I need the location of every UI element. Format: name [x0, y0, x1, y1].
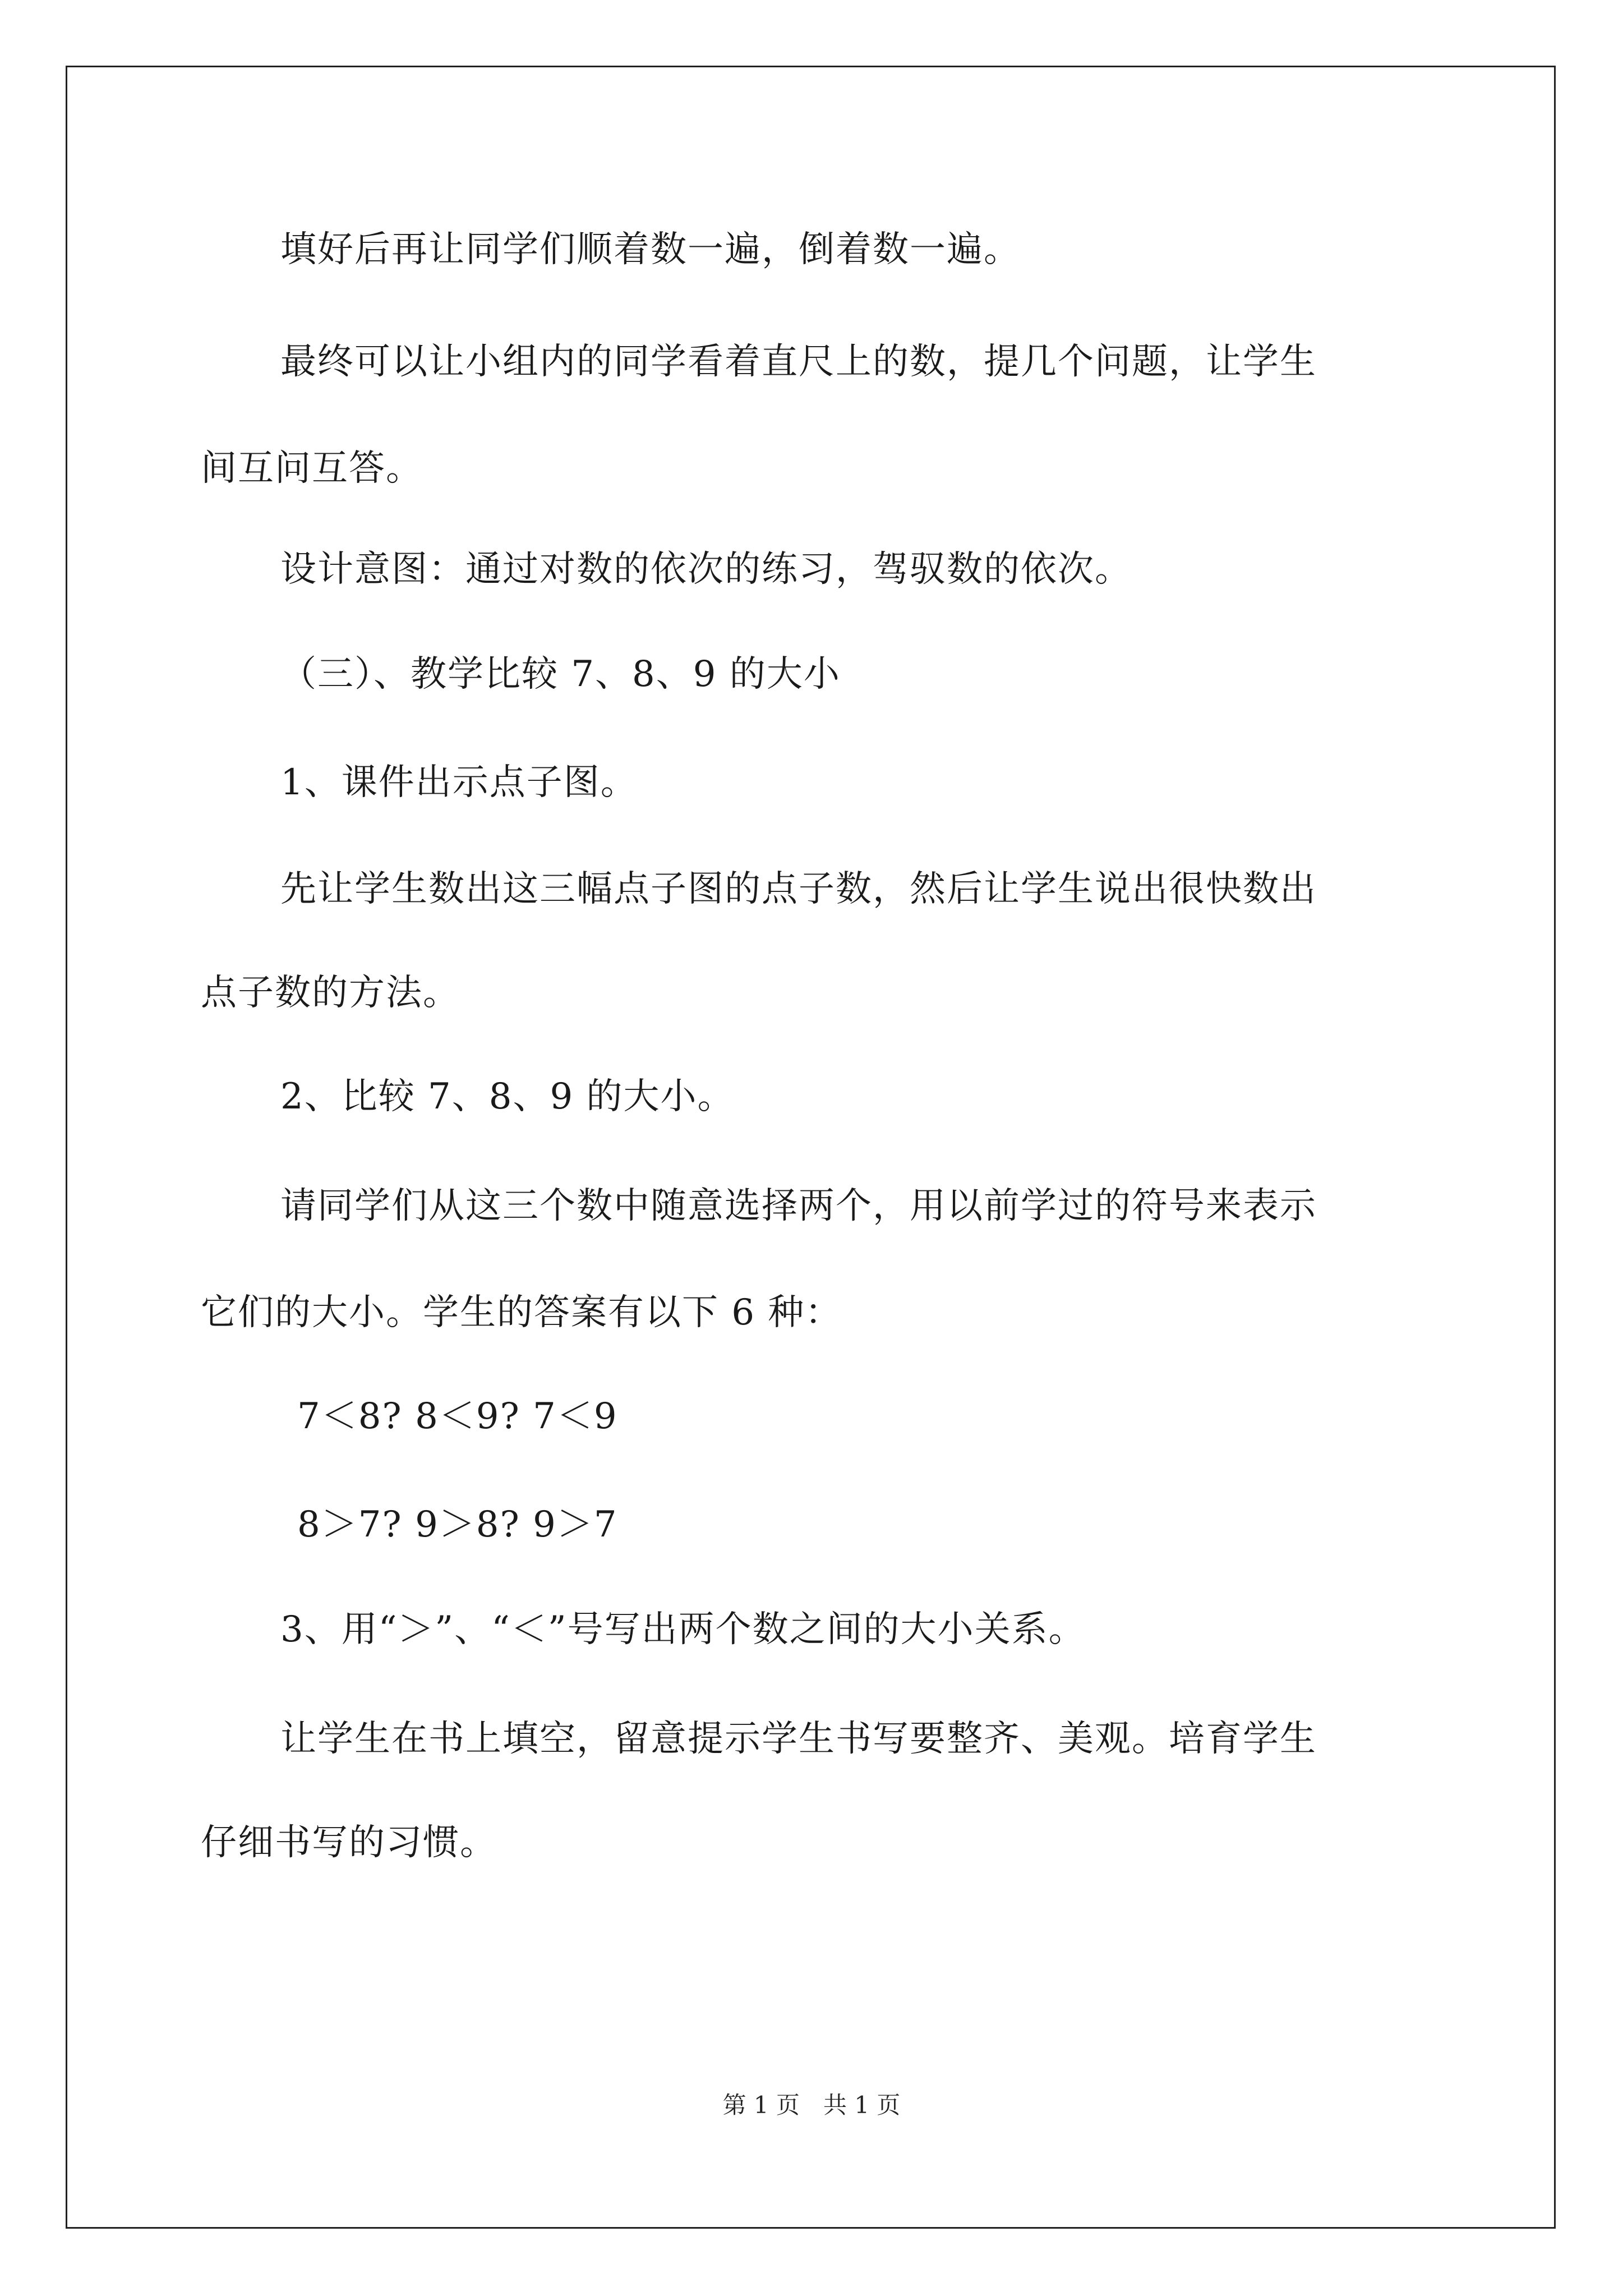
paragraph-line: 先让学生数出这三幅点子图的点子数，然后让学生说出很快数出	[280, 868, 1317, 910]
paragraph-line: 点子数的方法。	[201, 972, 460, 1014]
paragraph-line: 1、课件出示点子图。	[280, 762, 638, 803]
paragraph-line: 间互问互答。	[201, 448, 423, 489]
formula-line: 8＞7? 9＞8? 9＞7	[297, 1504, 618, 1545]
section-heading: （三）、教学比较 7、8、9 的大小	[280, 654, 841, 695]
paragraph-line: 设计意图：通过对数的依次的练习，驾驭数的依次。	[280, 549, 1132, 590]
paragraph-line: 让学生在书上填空，留意提示学生书写要整齐、美观。培育学生	[280, 1718, 1317, 1760]
paragraph-line: 仔细书写的习惯。	[201, 1822, 497, 1864]
page-border	[66, 66, 1556, 2229]
paragraph-line: 请同学们从这三个数中随意选择两个，用以前学过的符号来表示	[280, 1185, 1317, 1227]
paragraph-line: 填好后再让同学们顺着数一遍，倒着数一遍。	[280, 229, 1021, 270]
paragraph-line: 它们的大小。学生的答案有以下 6 种：	[201, 1292, 842, 1333]
page-footer: 第 1 页 共 1 页	[722, 2091, 901, 2119]
paragraph-line: 3、用“＞”、“＜”号写出两个数之间的大小关系。	[280, 1609, 1086, 1650]
paragraph-line: 最终可以让小组内的同学看着直尺上的数，提几个问题，让学生	[280, 341, 1317, 383]
paragraph-line: 2、比较 7、8、9 的大小。	[280, 1076, 735, 1117]
formula-line: 7＜8? 8＜9? 7＜9	[297, 1396, 618, 1437]
